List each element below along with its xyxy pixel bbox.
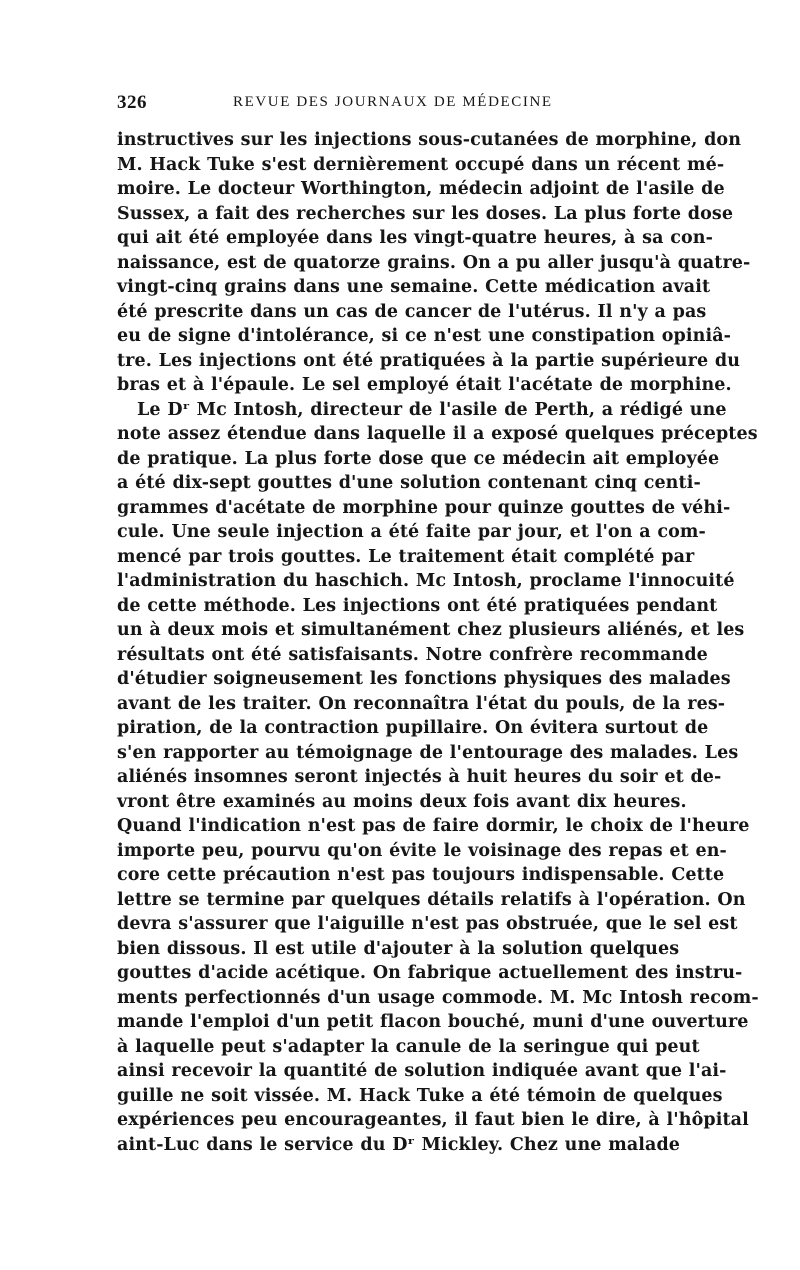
text-line: ments perfectionnés d'un usage commode. M. Mc Intosh recom- xyxy=(117,987,759,1008)
text-line: Sussex, a fait des recherches sur les doses. La plus forte dose xyxy=(117,203,734,224)
text-line: M. Hack Tuke s'est dernièrement occupé dans un récent mé- xyxy=(117,154,725,175)
text-line: cule. Une seule injection a été faite par jour, et l'on a com- xyxy=(117,522,706,542)
text-line: tre. Les injections ont été pratiquées à la partie supérieure du xyxy=(117,350,741,371)
text-line: l'administration du haschich. Mc Intosh, proclame l'innocuité xyxy=(117,571,735,591)
text-line: bien dissous. Il est utile d'ajouter à la solution quelques xyxy=(117,938,680,959)
text-line: core cette précaution n'est pas toujours indispensable. Cette xyxy=(117,865,725,885)
text-line: lettre se termine par quelques détails relatifs à l'opération. On xyxy=(117,889,746,910)
text-line: piration, de la contraction pupillaire. On évitera surtout de xyxy=(117,718,709,738)
text-line: avant de les traiter. On reconnaîtra l'état du pouls, de la res- xyxy=(117,693,726,714)
text-line: résultats ont été satisfaisants. Notre confrère recommande xyxy=(117,644,708,665)
text-line: aint-Luc dans le service du Dʳ Mickley. Chez une malade xyxy=(117,1134,681,1155)
text-line: Quand l'indication n'est pas de faire dormir, le choix de l'heure xyxy=(117,816,750,836)
body-text xyxy=(117,128,759,1157)
text-line: mencé par trois gouttes. Le traitement était complété par xyxy=(117,546,695,567)
text-line: gouttes d'acide acétique. On fabrique actuellement des instru- xyxy=(117,963,743,983)
text-line: eu de signe d'intolérance, si ce n'est une constipation opiniâ- xyxy=(117,326,732,346)
text-line: d'étudier soigneusement les fonctions physiques des malades xyxy=(117,669,731,689)
text-line: s'en rapporter au témoignage de l'entourage des malades. Les xyxy=(117,742,739,763)
paragraph-start-line: Le Dʳ Mc Intosh, directeur de l'asile de Perth, a rédigé une xyxy=(137,399,727,420)
journal-title: REVUE DES JOURNAUX DE MÉDECINE xyxy=(233,94,553,110)
text-line: bras et à l'épaule. Le sel employé était l'acétate de morphine. xyxy=(117,375,732,395)
text-line: guille ne soit vissée. M. Hack Tuke a été témoin de quelques xyxy=(117,1085,723,1106)
text-line: instructives sur les injections sous-cutanées de morphine, don xyxy=(117,130,742,150)
running-head xyxy=(117,92,677,116)
text-line: devra s'assurer que l'aiguille n'est pas obstruée, que le sel est xyxy=(117,914,738,934)
text-line: ainsi recevoir la quantité de solution indiquée avant que l'ai- xyxy=(117,1061,727,1081)
text-line: moire. Le docteur Worthington, médecin adjoint de l'asile de xyxy=(117,179,725,199)
text-line: naissance, est de quatorze grains. On a pu aller jusqu'à quatre- xyxy=(117,252,751,273)
text-line: vront être examinés au moins deux fois avant dix heures. xyxy=(117,791,687,812)
text-line: grammes d'acétate de morphine pour quinze gouttes de véhi- xyxy=(117,497,731,518)
text-line: qui ait été employée dans les vingt-quatre heures, à sa con- xyxy=(117,228,713,248)
text-line: aliénés insomnes seront injectés à huit heures du soir et de- xyxy=(117,767,722,787)
text-line: note assez étendue dans laquelle il a exposé quelques préceptes xyxy=(117,424,758,444)
text-line: vingt-cinq grains dans une semaine. Cette médication avait xyxy=(117,277,711,297)
text-line: de pratique. La plus forte dose que ce médecin ait employée xyxy=(117,448,720,469)
text-line: mande l'emploi d'un petit flacon bouché, muni d'une ouverture xyxy=(117,1012,749,1032)
text-line: expériences peu encourageantes, il faut bien le dire, à l'hôpital xyxy=(117,1110,749,1130)
page-number: 326 xyxy=(117,92,147,113)
text-line: de cette méthode. Les injections ont été pratiquées pendant xyxy=(117,595,718,616)
text-line: a été dix-sept gouttes d'une solution contenant cinq centi- xyxy=(117,473,701,493)
text-line: à laquelle peut s'adapter la canule de la seringue qui peut xyxy=(117,1036,700,1057)
text-line: été prescrite dans un cas de cancer de l'utérus. Il n'y a pas xyxy=(117,301,707,322)
text-line: importe peu, pourvu qu'on évite le voisinage des repas et en- xyxy=(117,840,727,861)
text-line: un à deux mois et simultanément chez plusieurs aliénés, et les xyxy=(117,620,745,640)
